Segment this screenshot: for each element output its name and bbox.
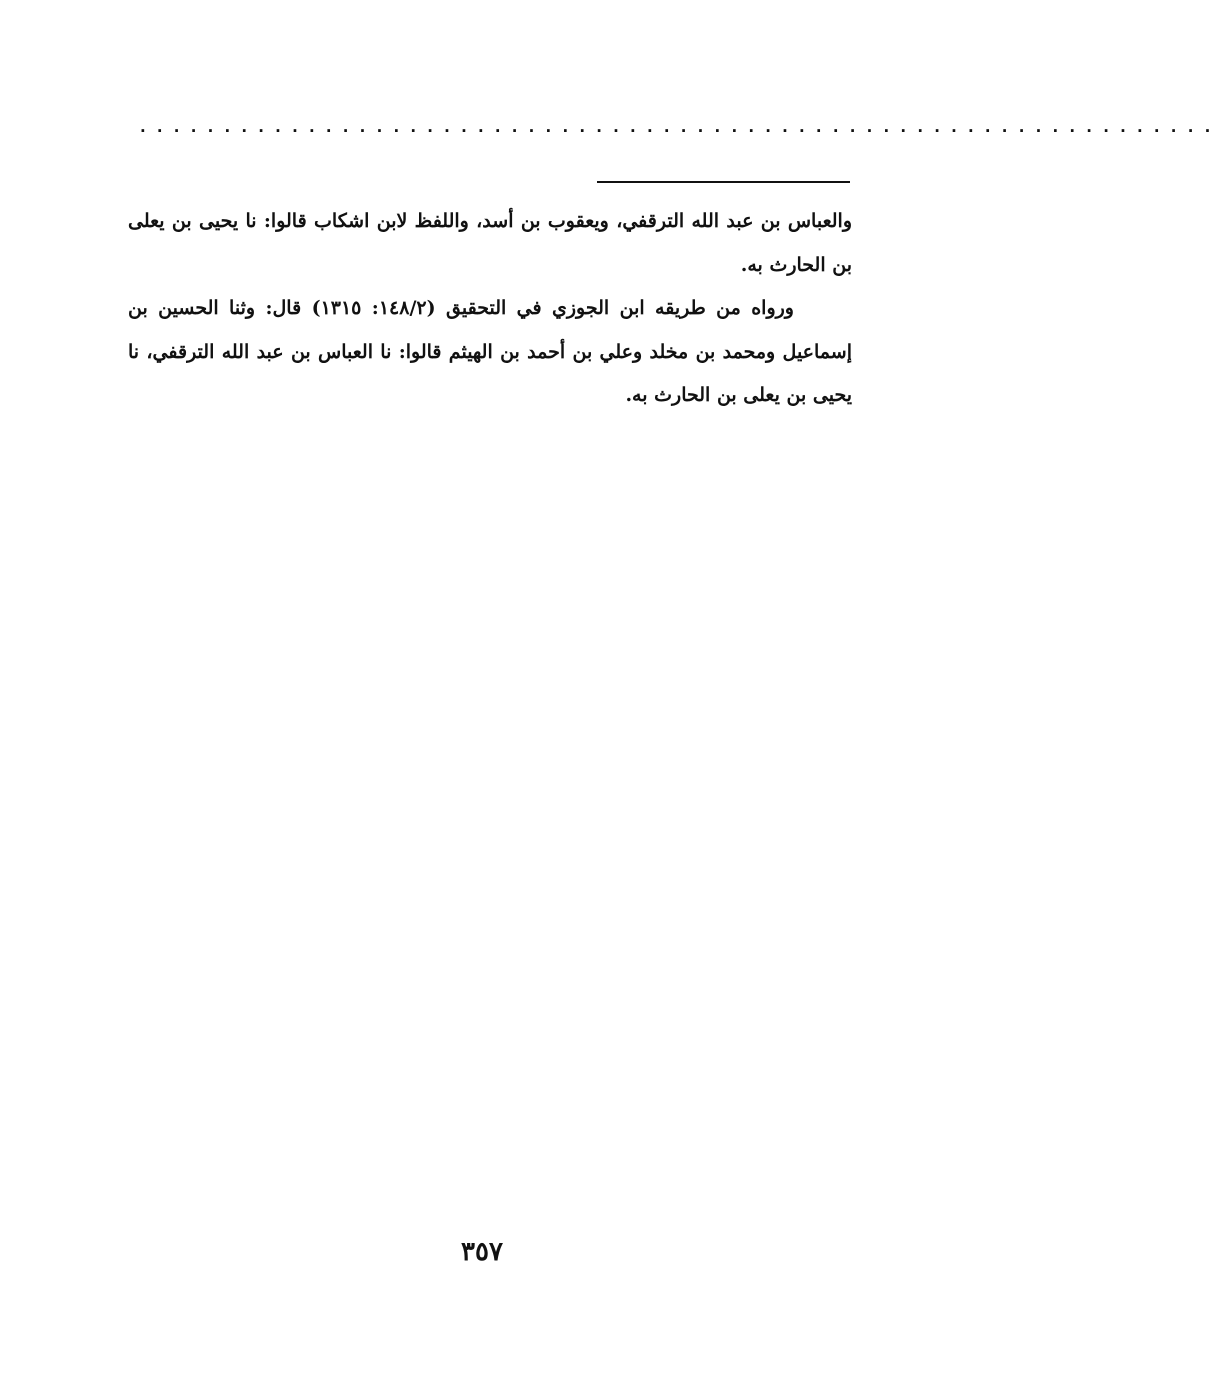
footnote-rule [597, 181, 850, 183]
dotted-separator: ................................................................ [140, 118, 1222, 136]
footnote-paragraph: والعباس بن عبد الله الترقفي، ويعقوب بن أسد، واللفظ لابن اشكاب قالوا: نا يحيى بن يعلى بن الحارث به. [128, 210, 852, 276]
footnote-paragraph: ورواه من طريقه ابن الجوزي في التحقيق (١٤٨/٢: ١٣١٥) قال: وثنا الحسين بن إسماعيل ومحمد بن مخلد وعلي بن أحمد بن الهيثم قالوا: نا العباس بن عبد الله الترقفي، نا يحيى بن يعلى بن الحارث به. [128, 297, 852, 406]
page-number: ٣٥٧ [461, 1237, 503, 1267]
footnote-text [128, 200, 852, 418]
